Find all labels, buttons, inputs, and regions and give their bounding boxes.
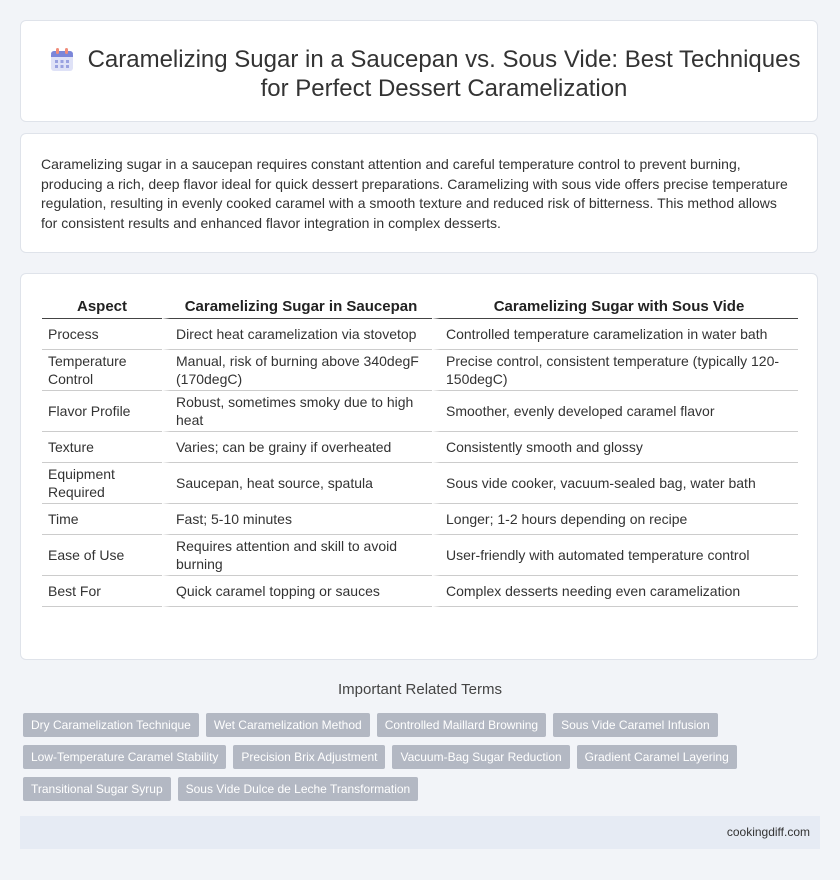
related-term-tag[interactable]: Dry Caramelization Technique xyxy=(23,713,199,737)
comparison-table xyxy=(42,294,798,607)
cell-aspect: Time xyxy=(42,504,162,535)
cell-sous-vide: Longer; 1-2 hours depending on recipe xyxy=(432,504,798,535)
cell-saucepan: Varies; can be grainy if overheated xyxy=(162,432,432,463)
cell-sous-vide: Consistently smooth and glossy xyxy=(432,432,798,463)
table-row xyxy=(42,432,798,463)
cell-aspect: Process xyxy=(42,319,162,350)
related-term-tag[interactable]: Low-Temperature Caramel Stability xyxy=(23,745,226,769)
comparison-card xyxy=(20,273,818,660)
related-terms-heading: Important Related Terms xyxy=(338,681,502,698)
cell-saucepan: Direct heat caramelization via stovetop xyxy=(162,319,432,350)
footer xyxy=(20,816,820,849)
calendar-icon xyxy=(49,47,75,73)
cell-aspect: Equipment Required xyxy=(42,463,162,504)
cell-sous-vide: Smoother, evenly developed caramel flavor xyxy=(432,391,798,432)
related-term-tag[interactable]: Transitional Sugar Syrup xyxy=(23,777,171,801)
related-term-tag[interactable]: Wet Caramelization Method xyxy=(206,713,370,737)
cell-saucepan: Quick caramel topping or sauces xyxy=(162,576,432,607)
related-term-tag[interactable]: Gradient Caramel Layering xyxy=(577,745,737,769)
cell-aspect: Best For xyxy=(42,576,162,607)
cell-aspect: Texture xyxy=(42,432,162,463)
cell-aspect: Temperature Control xyxy=(42,350,162,391)
table-row xyxy=(42,463,798,504)
table-row xyxy=(42,504,798,535)
cell-sous-vide: Complex desserts needing even caramelization xyxy=(432,576,798,607)
cell-sous-vide: Controlled temperature caramelization in water bath xyxy=(432,319,798,350)
cell-saucepan: Requires attention and skill to avoid burning xyxy=(162,535,432,576)
table-row xyxy=(42,319,798,350)
cell-sous-vide: Precise control, consistent temperature (typically 120-150degC) xyxy=(432,350,798,391)
cell-aspect: Ease of Use xyxy=(42,535,162,576)
cell-saucepan: Robust, sometimes smoky due to high heat xyxy=(162,391,432,432)
cell-sous-vide: User-friendly with automated temperature control xyxy=(432,535,798,576)
related-term-tag[interactable]: Vacuum-Bag Sugar Reduction xyxy=(392,745,569,769)
related-term-tag[interactable]: Sous Vide Caramel Infusion xyxy=(553,713,718,737)
intro-text: Caramelizing sugar in a saucepan requires constant attention and careful temperature control to prevent burning, producing a rich, deep flavor ideal for quick dessert preparations. Caramelizing with sous vide offers precise temperature regulation, resulting in evenly cooked caramel with a smooth texture and reduced risk of bitterness. This method allows for consistent results and enhanced flavor integration in complex desserts. xyxy=(41,156,788,231)
title-card xyxy=(20,20,818,122)
header-aspect: Aspect xyxy=(42,294,162,319)
intro-card xyxy=(20,133,818,253)
table-row xyxy=(42,350,798,391)
table-row xyxy=(42,391,798,432)
cell-saucepan: Saucepan, heat source, spatula xyxy=(162,463,432,504)
header-saucepan: Caramelizing Sugar in Saucepan xyxy=(162,294,432,319)
page-title: Caramelizing Sugar in a Saucepan vs. Sous Vide: Best Techniques for Perfect Dessert Caramelization xyxy=(87,46,801,102)
table-row xyxy=(42,535,798,576)
related-terms-list xyxy=(23,713,763,801)
related-term-tag[interactable]: Sous Vide Dulce de Leche Transformation xyxy=(178,777,419,801)
cell-saucepan: Manual, risk of burning above 340degF (170degC) xyxy=(162,350,432,391)
cell-aspect: Flavor Profile xyxy=(42,391,162,432)
cell-sous-vide: Sous vide cooker, vacuum-sealed bag, water bath xyxy=(432,463,798,504)
related-term-tag[interactable]: Controlled Maillard Browning xyxy=(377,713,546,737)
footer-site-link[interactable]: cookingdiff.com xyxy=(726,825,810,839)
table-header-row xyxy=(42,294,798,319)
header-sous-vide: Caramelizing Sugar with Sous Vide xyxy=(432,294,798,319)
table-row xyxy=(42,576,798,607)
cell-saucepan: Fast; 5-10 minutes xyxy=(162,504,432,535)
related-term-tag[interactable]: Precision Brix Adjustment xyxy=(233,745,385,769)
